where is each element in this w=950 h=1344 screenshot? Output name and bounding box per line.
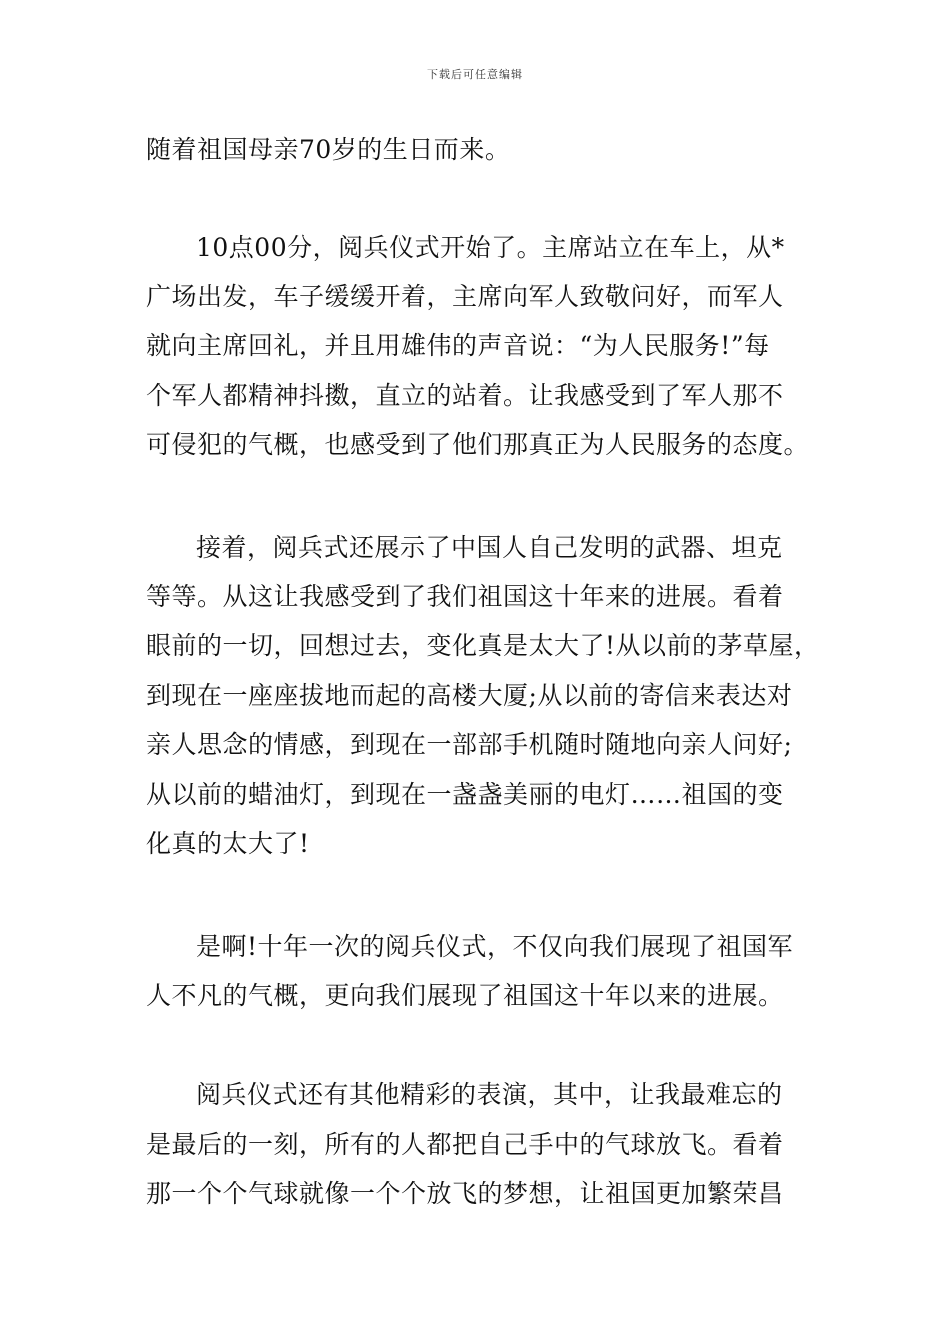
- paragraph-line: 到现在一座座拔地而起的高楼大厦;从以前的寄信来表达对: [146, 681, 793, 710]
- paragraph-line: 是最后的一刻，所有的人都把自己手中的气球放飞。看着: [146, 1130, 784, 1159]
- paragraph-line: 广场出发，车子缓缓开着，主席向军人致敬问好，而军人: [146, 282, 784, 311]
- paragraph-line: 阅兵仪式还有其他精彩的表演，其中，让我最难忘的: [196, 1080, 783, 1109]
- paragraph-line: 就向主席回礼，并且用雄伟的声音说：“为人民服务!”每: [146, 331, 770, 360]
- paragraph-line: 那一个个气球就像一个个放飞的梦想，让祖国更加繁荣昌: [146, 1179, 784, 1208]
- page-header-note: 下载后可任意编辑: [427, 68, 523, 81]
- paragraph-line: 随着祖国母亲70岁的生日而来。: [146, 135, 511, 164]
- paragraph-line: 个军人都精神抖擞，直立的站着。让我感受到了军人那不: [146, 381, 784, 410]
- paragraph-line: 可侵犯的气概，也感受到了他们那真正为人民服务的态度。: [146, 430, 810, 459]
- paragraph-line: 眼前的一切，回想过去，变化真是太大了!从以前的茅草屋，: [146, 631, 820, 660]
- paragraph-line: 等等。从这让我感受到了我们祖国这十年来的进展。看着: [146, 582, 784, 611]
- paragraph-line: 化真的太大了!: [146, 829, 310, 858]
- paragraph-line: 人不凡的气概，更向我们展现了祖国这十年以来的进展。: [146, 981, 784, 1010]
- paragraph-line: 从以前的蜡油灯，到现在一盏盏美丽的电灯……祖国的变: [146, 780, 784, 809]
- paragraph-line: 是啊!十年一次的阅兵仪式，不仅向我们展现了祖国军: [196, 932, 794, 961]
- paragraph-line: 接着，阅兵式还展示了中国人自己发明的武器、坦克: [196, 533, 783, 562]
- paragraph-line: 亲人思念的情感，到现在一部部手机随时随地向亲人问好;: [146, 730, 793, 759]
- paragraph-line: 10点00分，阅兵仪式开始了。主席站立在车上，从*: [196, 233, 785, 262]
